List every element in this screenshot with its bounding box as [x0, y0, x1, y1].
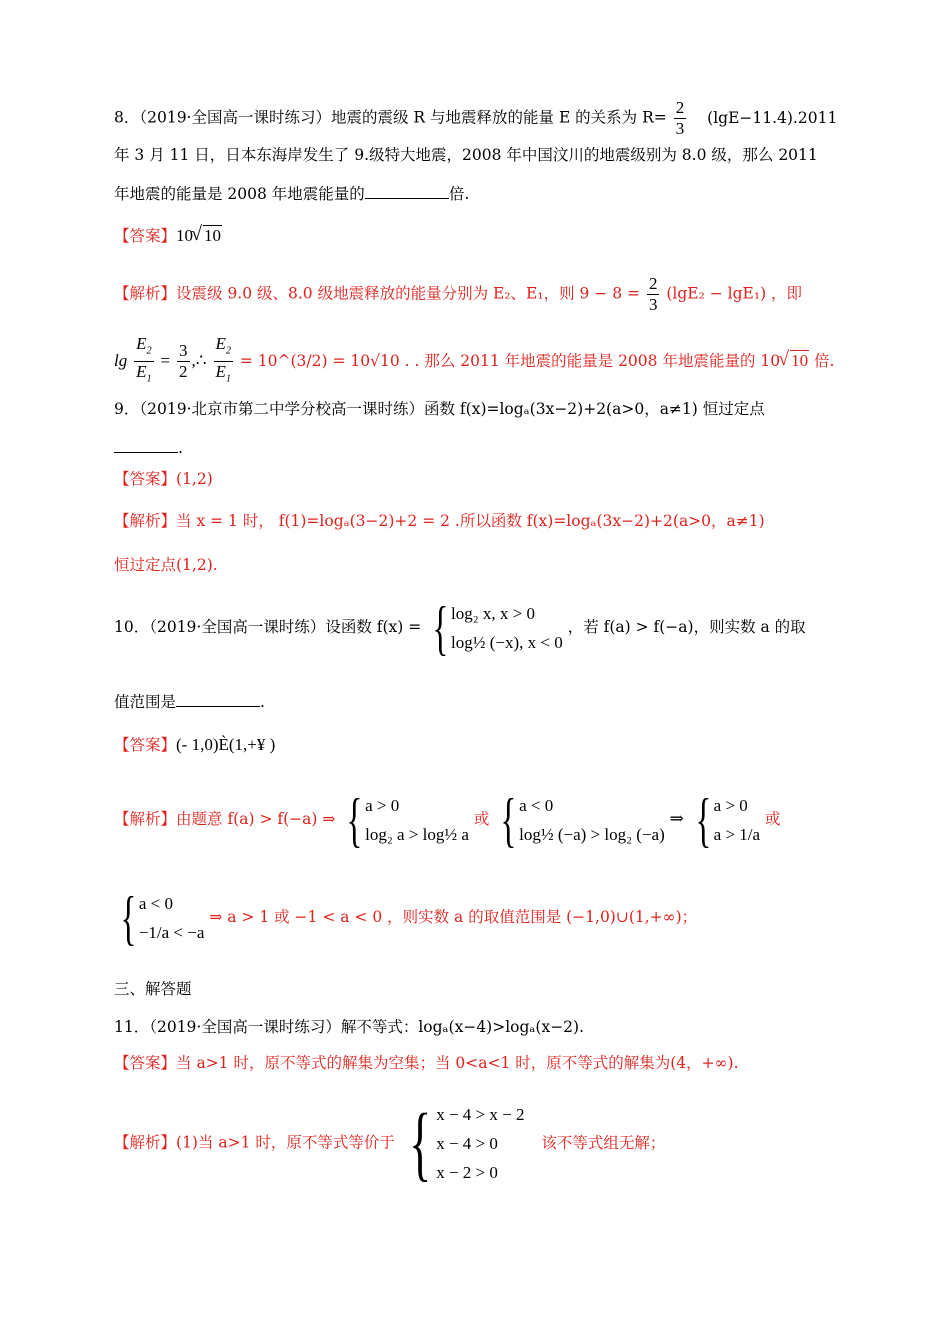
analysis-label: 【解析】	[114, 1133, 177, 1152]
piecewise-function: { log₂ x, x > 0 log½ (−x), x < 0	[432, 595, 563, 661]
q9-line1: 9．（2019·北京市第二中学分校高一课时练）函数 f(x)=logₐ(3x−2)+2(a>0，a≠1) 恒过定点	[114, 400, 765, 418]
q8-analysis-line2: lg $\frac{E_2}{E_1}$ = $\frac{3}{2}$ ,∴ $\frac{E_2}{E_1}$ = 10^(3/2) = 10√10 . . 那么 2011 年地震的能量是 2008 年地震能量的 10√ 10 倍.	[114, 334, 834, 390]
q9-analysis-line1: 【解析】当 x = 1 时， f(1)=logₐ(3−2)+2 = 2 .所以函数 f(x)=logₐ(3x−2)+2(a>0，a≠1)	[114, 512, 765, 530]
q11-analysis: 【解析】(1)当 a>1 时，原不等式等价于 { x − 4 > x − 2 x − 4 > 0 x − 2 > 0 该不等式组无解；	[114, 1096, 666, 1190]
analysis-label: 【解析】	[114, 284, 177, 303]
q9-answer: 【答案】(1,2)	[114, 470, 213, 488]
q8-formula: (lgE−11.4).2011	[707, 108, 838, 127]
sqrt-symbol: √ 10	[193, 225, 222, 247]
answer-blank	[176, 690, 260, 707]
q8-line1	[114, 98, 837, 139]
answer-blank	[114, 436, 178, 453]
q10-analysis-line1: 【解析】由题意 f(a) > f(−a) ⇒ { a > 0 log₂ a > log½ a 或 { a < 0 log½ (−a) > log₂ (−a) ⇒ { a > 0 a > 1/a 或	[114, 787, 781, 853]
answer-label: 【答案】	[114, 470, 177, 488]
q8-text: 8．（2019·全国高一课时练习）地震的震级 R 与地震释放的能量 E 的关系为 R=	[114, 108, 667, 127]
q10-line1: 10．（2019·全国高一课时练）设函数 f(x) = { log₂ x, x > 0 log½ (−x), x < 0 ，若 f(a) > f(−a)，则实数 a 的取	[114, 595, 806, 661]
answer-blank	[365, 182, 449, 199]
q9-line2: .	[114, 436, 183, 459]
answer-label: 【答案】	[114, 227, 177, 245]
q11-answer: 【答案】当 a>1 时，原不等式的解集为空集；当 0<a<1 时，原不等式的解集为(4，+∞).	[114, 1054, 739, 1072]
answer-label: 【答案】	[114, 1054, 177, 1072]
q8-line3: 年地震的能量是 2008 年地震能量的 倍.	[114, 182, 469, 205]
q8-line2: 年 3 月 11 日，日本东海岸发生了 9.级特大地震，2008 年中国汶川的地震级别为 8.0 级，那么 2011	[114, 146, 818, 164]
q10-analysis-line2: { a < 0 −1/a < −a ⇒ a > 1 或 −1 < a < 0 ，则实数 a 的取值范围是 (−1,0)∪(1,+∞)；	[120, 885, 698, 951]
q8-analysis-line1: 【解析】设震级 9.0 级、8.0 级地震释放的能量分别为 E₂、E₁，则 9 − 8 = $\frac{2}{3}$ (lgE₂ − lgE₁) ，即	[114, 274, 803, 314]
q8-fraction: $\frac{2}{3}$	[675, 98, 685, 138]
analysis-label: 【解析】	[114, 810, 177, 828]
q11-line1: 11．（2019·全国高一课时练习）解不等式：logₐ(x−4)>logₐ(x−2).	[114, 1018, 585, 1036]
q9-analysis-line2: 恒过定点(1,2).	[114, 556, 218, 574]
inequality-system: { x − 4 > x − 2 x − 4 > 0 x − 2 > 0	[408, 1096, 525, 1190]
q8-answer: 【答案】10√ 10	[114, 225, 222, 247]
q10-line2: 值范围是 .	[114, 690, 265, 713]
section-heading: 三、解答题	[114, 980, 192, 998]
q10-answer: 【答案】(- 1,0)È(1,+¥ )	[114, 735, 276, 754]
answer-label: 【答案】	[114, 736, 177, 754]
analysis-label: 【解析】	[114, 512, 177, 530]
